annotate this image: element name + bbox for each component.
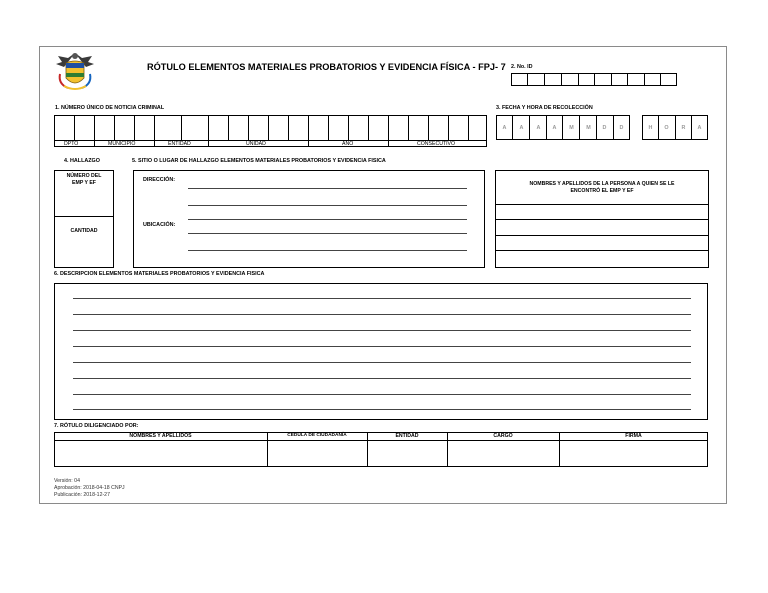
descripcion-box[interactable] (54, 283, 708, 420)
form-title: RÓTULO ELEMENTOS MATERIALES PROBATORIOS Y EVIDENCIA FÍSICA - FPJ- 7 (147, 62, 506, 72)
section1-label: 1. NÚMERO ÚNICO DE NOTICIA CRIMINAL (55, 105, 165, 111)
direccion-line-3[interactable] (188, 219, 467, 220)
input-cargo[interactable] (448, 441, 558, 466)
col-nombres: NOMBRES Y APELLIDOS (129, 433, 192, 439)
field-dpto: DPTO (64, 141, 79, 147)
direccion-line-2[interactable] (188, 205, 467, 206)
section5-label: 5. SITIO O LUGAR DE HALLAZGO ELEMENTOS MATERIALES PROBATORIOS Y EVIDENCIA FISICA (132, 158, 386, 164)
ubicacion-line-1[interactable] (188, 233, 467, 234)
coat-of-arms-logo (52, 50, 98, 94)
col-cargo: CARGO (493, 433, 513, 439)
ubicacion-line-2[interactable] (188, 250, 467, 251)
field-ano: AÑO (342, 141, 354, 147)
field-unidad: UNIDAD (246, 141, 266, 147)
input-firma[interactable] (560, 441, 707, 466)
input-cedula[interactable] (268, 441, 366, 466)
input-entidad[interactable] (368, 441, 446, 466)
footer-aprobacion: Aprobación: 2018-04-18 CNPJ (54, 485, 125, 491)
section3-label: 3. FECHA Y HORA DE RECOLECCIÓN (496, 105, 593, 111)
footer-version: Versión: 04 (54, 478, 80, 484)
field-municipio: MUNICIPIO (108, 141, 136, 147)
col-firma: FIRMA (625, 433, 642, 439)
input-nombres[interactable] (55, 441, 266, 466)
direccion-line-1[interactable] (188, 188, 467, 189)
col-entidad: ENTIDAD (395, 433, 419, 439)
col-cedula: CEDULA DE CIUDADANÍA (287, 433, 347, 438)
cantidad-label: CANTIDAD (70, 228, 98, 234)
no-id-label: 2. No. ID (511, 64, 533, 70)
section6-label: 6. DESCRIPCION ELEMENTOS MATERIALES PROBATORIOS Y EVIDENCIA FISICA (54, 271, 265, 277)
field-consecutivo: CONSECUTIVO (417, 141, 456, 147)
section7-label: 7. RÓTULO DILIGENCIADO POR: (54, 423, 139, 429)
ubicacion-label: UBICACIÓN: (143, 222, 176, 228)
section4-label: 4. HALLAZGO (64, 158, 100, 164)
direccion-label: DIRECCIÓN: (143, 177, 176, 183)
field-entidad: ENTIDAD (168, 141, 191, 147)
footer-publicacion: Publicación: 2018-12-27 (54, 492, 110, 498)
